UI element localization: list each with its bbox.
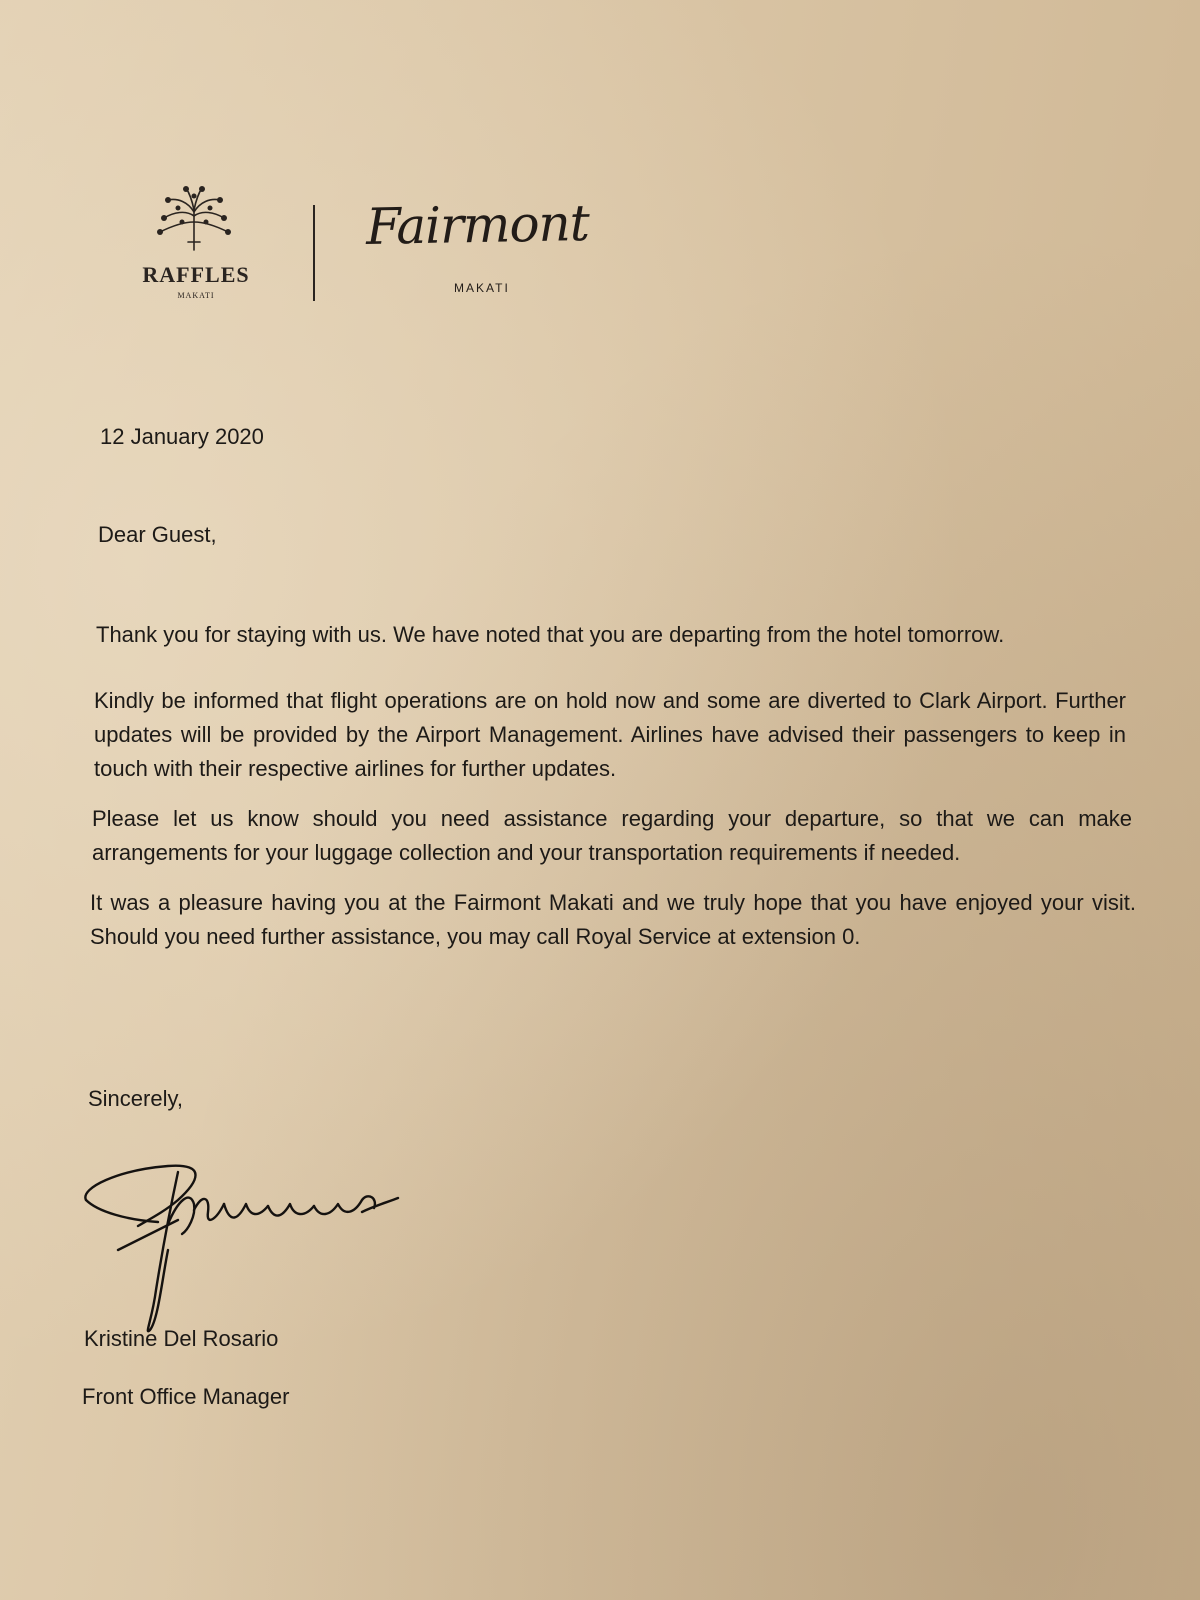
logo-divider [313,205,315,301]
salutation: Dear Guest, [98,522,217,547]
signer-title: Front Office Manager [82,1384,290,1409]
body-paragraph-1: Thank you for staying with us. We have noted that you are departing from the hotel tomorrow. [96,622,1005,647]
closing: Sincerely, [88,1086,183,1111]
signer-name: Kristine Del Rosario [84,1326,279,1351]
letter-date: 12 January 2020 [100,424,264,449]
fairmont-location: MAKATI [454,281,510,295]
body-paragraph-4: It was a pleasure having you at the Fairmont Makati and we truly hope that you have enjoyed your visit. Should you need further assistance, you may call Royal Service at extension 0. [90,890,1136,949]
raffles-brand-name: RAFFLES [142,262,250,287]
raffles-location: MAKATI [177,291,215,300]
fairmont-brand-name: Fairmont [365,194,590,256]
handwritten-signature [78,1160,418,1335]
raffles-tree-logo-icon [152,186,236,252]
body-paragraph-2: Kindly be informed that flight operations are on hold now and some are diverted to Clark Airport. Further updates will be provided by the Airport Management. Airlines have advised their passengers to keep in touch with their respective airlines for further updates. [94,688,1126,781]
body-paragraph-3: Please let us know should you need assistance regarding your departure, so that we can make arrangements for your luggage collection and your transportation requirements if needed. [92,806,1132,865]
